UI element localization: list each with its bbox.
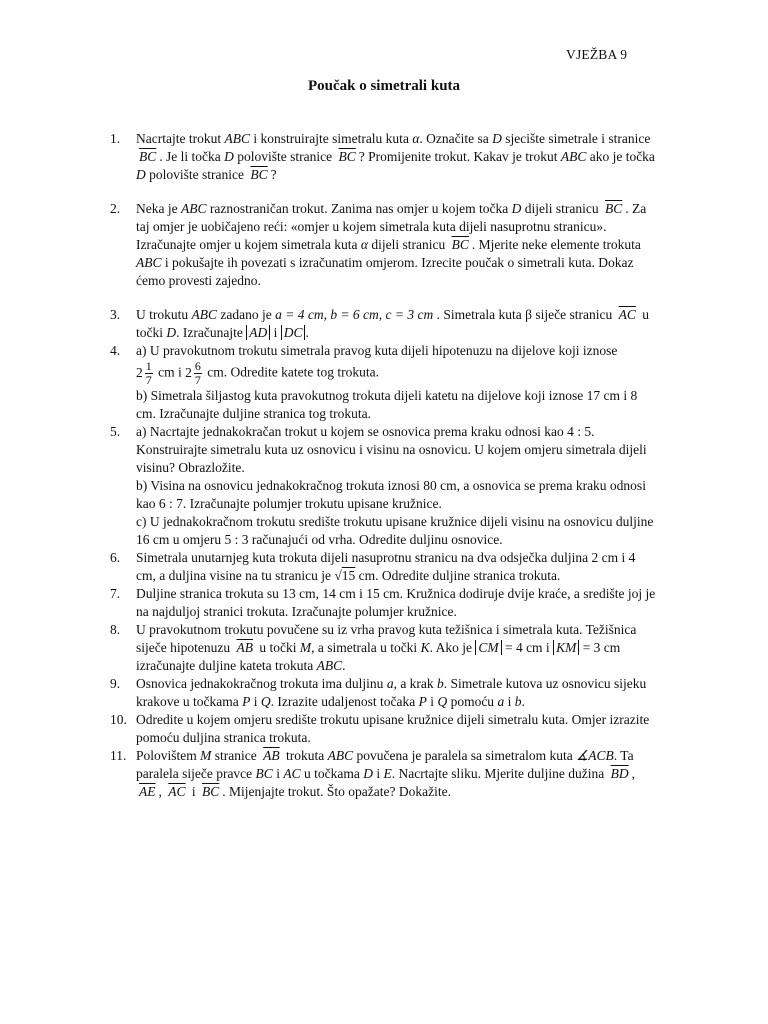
- var: a: [386, 676, 394, 691]
- angle-symbol: ∡ACB: [576, 748, 614, 763]
- var: E: [383, 766, 392, 781]
- text: u točki: [255, 640, 300, 655]
- text: .: [521, 694, 525, 709]
- text: Polovištem: [136, 748, 201, 763]
- text: stranice: [211, 748, 261, 763]
- problem-number: 3.: [110, 307, 121, 322]
- document-title: Poučak o simetrali kuta: [307, 78, 461, 94]
- segment: $\overline{BC}$: [451, 237, 469, 252]
- segment: $\overline{AB}$: [236, 640, 253, 655]
- alpha-symbol: α: [360, 237, 368, 252]
- segment: $\overline{BC}$: [605, 201, 623, 216]
- alpha-symbol: α: [412, 131, 420, 146]
- problem-4: [0, 342, 656, 423]
- text: Nacrtajte trokut: [136, 131, 225, 146]
- text: Osnovica jednakokračnog trokuta ima duljinu: [136, 676, 387, 691]
- text: sjecište simetrale i stranice: [501, 131, 651, 146]
- var: ABC: [136, 255, 162, 270]
- problem-number: 4.: [110, 343, 121, 358]
- var: D: [492, 131, 502, 146]
- text: i konstruirajte simetralu kuta: [249, 131, 413, 146]
- text: i: [426, 694, 438, 709]
- sqrt-symbol: √: [334, 568, 342, 583]
- text: i: [504, 694, 515, 709]
- text: .: [342, 658, 346, 673]
- problem-number: 8.: [110, 622, 121, 637]
- exercise-label: VJEŽBA 9: [566, 47, 628, 62]
- var: ABC: [191, 307, 217, 322]
- problem-number: 9.: [110, 676, 121, 691]
- var: D: [166, 325, 177, 340]
- text: i: [372, 766, 384, 781]
- text: . Izračunajte: [176, 325, 247, 340]
- var: K: [420, 640, 430, 655]
- problem-number: 1.: [110, 131, 121, 146]
- math: = 4 cm i: [501, 640, 554, 655]
- problem-1: [0, 130, 656, 184]
- sqrt-radicand: 15: [341, 568, 356, 583]
- segment: $\overline{BC}$: [250, 167, 268, 182]
- whole: 2: [185, 364, 192, 380]
- math: = 3 cm: [579, 640, 621, 655]
- mixed-number: [136, 359, 155, 387]
- text: . Za taj omjer je uobičajeno reći: «omjer u kojem simetrala kuta dijeli nasuprotnu stranicu». Izračunajte omjer u kojem simetrala kuta: [136, 201, 647, 252]
- problem-3: [0, 306, 656, 342]
- var: BC: [255, 766, 273, 781]
- denominator: 7: [145, 373, 152, 387]
- text: povučena je paralela sa simetralom kuta: [353, 748, 577, 763]
- text: Odredite u kojem omjeru središte trokutu upisane kružnice dijeli simetralu kuta. Omjer izrazite pomoću duljina stranica trokuta.: [136, 712, 650, 745]
- text: Simetrala unutarnjeg kuta trokuta dijeli nasuprotnu stranicu na dva odsječka duljina 2 cm i 4 cm, a duljina visine na tu stranicu je: [136, 550, 636, 583]
- part-a: [136, 342, 656, 387]
- var: ABC: [180, 201, 207, 216]
- text: i: [250, 694, 261, 709]
- var: D: [363, 766, 373, 781]
- text: a) U pravokutnom trokutu simetrala pravog kuta dijeli hipotenuzu na dijelove koji iznose: [136, 343, 618, 358]
- text: . Izrazite udaljenost točaka: [270, 694, 419, 709]
- segment: $\overline{AB}$: [263, 748, 280, 763]
- var: ABC: [560, 149, 587, 164]
- problem-7: [0, 585, 656, 621]
- fraction: [145, 360, 153, 387]
- text: polovište stranice: [145, 167, 248, 182]
- var: b: [437, 676, 444, 691]
- text: . Ta paralela siječe pravce: [136, 748, 634, 781]
- var: D: [224, 149, 234, 164]
- part-b: b) Simetrala šiljastog kuta pravokutnog trokuta dijeli katetu na dijelove koji iznose 17 cm i 8 cm. Izračunajte duljine stranica tog trokuta.: [136, 388, 638, 421]
- numerator: 1: [145, 359, 152, 373]
- text: u točki: [136, 307, 649, 340]
- text: , a simetrala u točki: [311, 640, 421, 655]
- var: Q: [437, 694, 448, 709]
- text: dijeli stranicu: [521, 201, 602, 216]
- var: P: [242, 694, 251, 709]
- denominator: 7: [194, 373, 201, 387]
- segment: $\overline{BC}$: [139, 149, 157, 164]
- text: i: [188, 784, 200, 799]
- part-b: b) Visina na osnovicu jednakokračnog trokuta iznosi 80 cm, a osnovica se prema kraku odnosi kao 6 : 7. Izračunajte polumjer trokutu upisane kružnice.: [136, 478, 646, 511]
- var: ABC: [316, 658, 343, 673]
- text: Neka je: [136, 201, 181, 216]
- text: . Nacrtajte sliku. Mjerite duljine dužina: [391, 766, 608, 781]
- text: Duljine stranica trokuta su 13 cm, 14 cm i 15 cm. Kružnica dodiruje dvije kraće, a središte joj je na najduljoj stranici trokuta. Izračunajte polumjer kružnice.: [136, 586, 656, 619]
- text: pomoću: [447, 694, 498, 709]
- problem-9: [0, 675, 656, 711]
- abs-value: KM: [553, 640, 579, 655]
- var: D: [136, 167, 146, 182]
- text: . Označite sa: [419, 131, 493, 146]
- problem-10: [0, 711, 656, 747]
- fraction: [194, 360, 202, 387]
- whole: 2: [136, 364, 143, 380]
- problem-number: 7.: [110, 586, 121, 601]
- text: . Mijenjajte trokut. Što opažate? Dokažite.: [222, 784, 451, 799]
- text: . Mjerite neke elemente trokuta: [471, 237, 641, 252]
- problem-8: [0, 621, 656, 675]
- segment: $\overline{BC}$: [338, 149, 356, 164]
- text: ? Promijenite trokut. Kakav je trokut: [358, 149, 561, 164]
- text: . Odredite katete tog trokuta.: [223, 364, 379, 380]
- text: .: [305, 325, 309, 340]
- abs-value: CM: [475, 640, 501, 655]
- problem-number: 5.: [110, 424, 121, 439]
- problem-11: [0, 747, 656, 801]
- problem-5: [0, 423, 656, 549]
- text: cm. Odredite duljine stranica trokuta.: [355, 568, 561, 583]
- text: . Simetrale kutova uz osnovicu sijeku krakove u točkama: [136, 676, 647, 709]
- text: U pravokutnom trokutu povučene su iz vrha pravog kuta težišnica i simetrala kuta. Težišnica siječe hipotenuzu: [136, 622, 637, 655]
- text: ,: [158, 784, 166, 799]
- text: ?: [270, 167, 277, 182]
- text: polovište stranice: [233, 149, 336, 164]
- text: ako je točka: [586, 149, 655, 164]
- var: M: [200, 748, 212, 763]
- var: M: [299, 640, 312, 655]
- segment: $\overline{AE}$: [139, 784, 156, 799]
- part-c: c) U jednakokračnom trokutu središte trokutu upisane kružnice dijeli visinu na osnovicu duljine 16 cm u omjeru 5 : 3 računajući od vrha. Odredite duljinu osnovice.: [136, 514, 654, 547]
- problem-number: 2.: [110, 201, 121, 216]
- text: . Ako je: [429, 640, 476, 655]
- problem-6: [0, 549, 656, 585]
- var: a: [497, 694, 505, 709]
- text: i pokušajte ih povezati s izračunatim omjerom. Izrecite poučak o simetrali kuta. Dokaz ćemo provesti zajedno.: [136, 255, 634, 288]
- segment: $\overline{AC}$: [168, 784, 186, 799]
- problem-number: 6.: [110, 550, 121, 565]
- segment: $\overline{BC}$: [202, 784, 220, 799]
- abs-value: AD: [246, 325, 270, 340]
- segment: $\overline{AC}$: [618, 307, 636, 322]
- text: , a krak: [393, 676, 438, 691]
- text: dijeli stranicu: [368, 237, 449, 252]
- text: U trokutu: [136, 307, 192, 322]
- var: Q: [260, 694, 271, 709]
- text: trokuta: [282, 748, 328, 763]
- var: ABC: [327, 748, 354, 763]
- problem-list: [0, 130, 768, 801]
- var: AC: [283, 766, 301, 781]
- segment: $\overline{BD}$: [610, 766, 629, 781]
- text: i: [272, 766, 284, 781]
- text: zadano je: [217, 307, 276, 322]
- problem-number: 11.: [110, 748, 127, 763]
- text: ,: [631, 766, 636, 781]
- text: cm i: [154, 364, 186, 380]
- text: cm: [203, 364, 224, 380]
- var: P: [418, 694, 427, 709]
- numerator: 6: [194, 359, 201, 373]
- var: b: [514, 694, 522, 709]
- text: i: [270, 325, 281, 340]
- part-a: a) Nacrtajte jednakokračan trokut u kojem se osnovica prema kraku odnosi kao 4 : 5. Konstruirajte simetralu kuta uz osnovicu i visinu na osnovicu. U kojem omjeru simetrala dijeli visinu? Obrazložite.: [136, 424, 647, 475]
- problem-2: [0, 200, 656, 290]
- text: . Je li točka: [159, 149, 225, 164]
- var: D: [511, 201, 522, 216]
- text: . Simetrala kuta β siječe stranicu: [433, 307, 616, 322]
- mixed-number: [185, 359, 204, 387]
- var: ABC: [224, 131, 250, 146]
- text: raznostraničan trokut. Zanima nas omjer u kojem točka: [206, 201, 512, 216]
- text: izračunajte duljine kateta trokuta: [136, 658, 317, 673]
- abs-value: DC: [281, 325, 306, 340]
- math: a = 4 cm, b = 6 cm, c = 3 cm: [275, 307, 434, 322]
- problem-number: 10.: [110, 712, 127, 727]
- text: u točkama: [300, 766, 364, 781]
